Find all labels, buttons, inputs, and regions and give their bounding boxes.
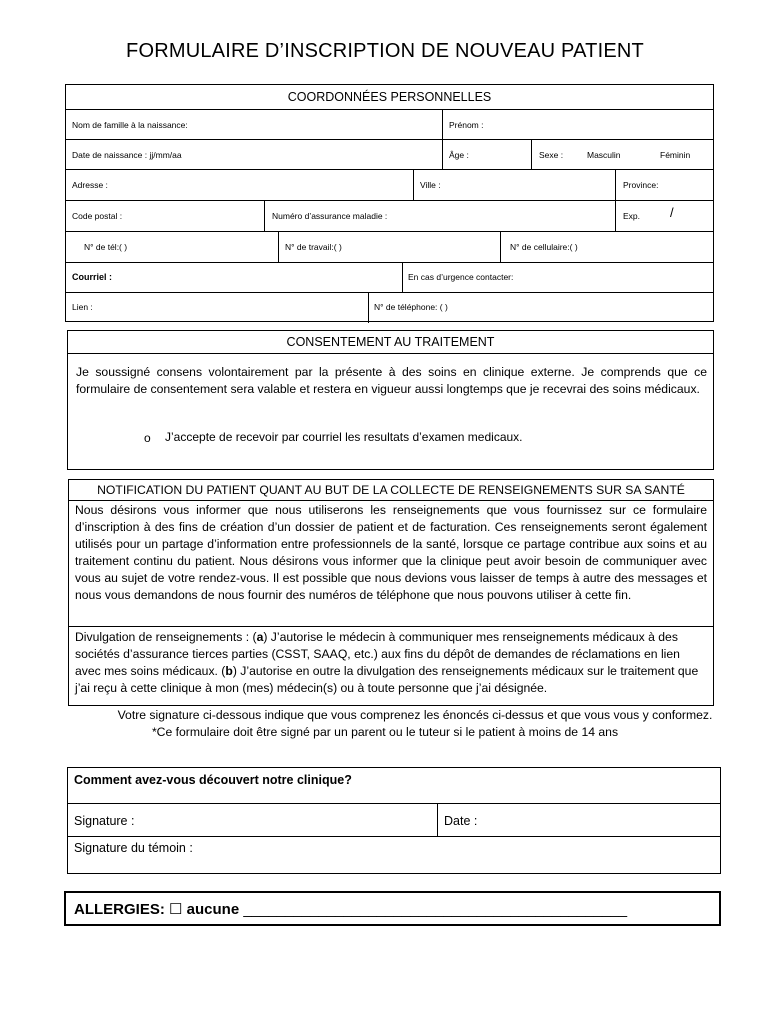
allergies-section [64,891,721,926]
signature-field[interactable]: Signature : [74,814,135,828]
expiry-field[interactable]: Exp. [623,211,641,221]
cell-phone-field[interactable]: N° de cellulaire:( ) [510,242,578,252]
discovery-signature-section [67,767,721,874]
last-name-field[interactable]: Nom de famille à la naissance: [72,120,188,130]
personal-info-header: COORDONNÉES PERSONNELLES [287,90,492,104]
guardian-note: *Ce formulaire doit être signé par un parent ou le tuteur si le patient à moins de 14 ans [151,725,619,739]
province-field[interactable]: Province: [623,180,659,190]
email-field[interactable]: Courriel : [72,272,113,282]
personal-info-section [65,84,714,322]
signature-note: Votre signature ci-dessous indique que vous comprenez les énoncés ci-dessus et que vous vous y conformez. [117,708,713,722]
age-field[interactable]: Âge : [449,150,469,160]
none-label: aucune [186,901,240,918]
address-field[interactable]: Adresse : [72,180,108,190]
sex-female-option[interactable]: Féminin [660,150,691,160]
email-results-consent[interactable]: J’accepte de recevoir par courriel les resultats d’examen medicaux. [165,430,523,444]
none-checkbox[interactable]: ☐ [169,901,183,918]
work-phone-field[interactable]: N° de travail:( ) [285,242,342,252]
relation-field[interactable]: Lien : [72,302,93,312]
consent-text: Je soussigné consens volontairement par la présente à des soins en clinique externe. Je comprends que ce formulaire de consentement sera valable et restera en vigueur aussi longtemps que je recevrai des soins médicaux. [76,365,707,396]
sex-label: Sexe : [539,150,564,160]
consent-section [67,330,714,470]
first-name-field[interactable]: Prénom : [449,120,484,130]
allergies-line[interactable]: ______________________________________________ [243,901,628,918]
allergies-label: ALLERGIES: [74,901,165,918]
disclosure-text: Divulgation de renseignements : (a) J’autorise le médecin à communiquer mes renseignements médicaux à des sociétés d’assurance tierces parties (CSST, SAAQ, etc.) aux fins du dépôt de demandes de réclamations en lien avec mes soins médicaux. (b) J’autorise en outre la divulgation des renseignements médicaux sur le traitement que j’ai reçu à cette clinique à mon (mes) médecin(s) ou à toute personne que j’ai désignée. [75,630,699,695]
postal-code-field[interactable]: Code postal : [72,211,123,221]
discovery-question[interactable]: Comment avez-vous découvert notre clinique? [74,773,352,787]
sex-male-option[interactable]: Masculin [587,150,621,160]
city-field[interactable]: Ville : [420,180,441,190]
home-phone-field[interactable]: N° de tél:( ) [84,242,128,252]
emergency-phone-field[interactable]: N° de téléphone: ( ) [374,302,448,312]
expiry-separator: / [670,205,674,220]
allergies-row [74,900,627,918]
form-title: FORMULAIRE D’INSCRIPTION DE NOUVEAU PATIENT [126,40,644,62]
emergency-contact-field[interactable]: En cas d’urgence contacter: [408,272,514,282]
bullet-icon: o [144,431,151,445]
witness-signature-field[interactable]: Signature du témoin : [74,841,193,855]
notification-section [68,479,714,706]
notification-text: Nous désirons vous informer que nous utiliserons les renseignements que vous fournissez sur ce formulaire d’inscription à des fins de création d’un dossier de patient et de facturation. Ces renseignements seront également utilisés pour un partage d’information entre professionnels de la santé, lorsque ce partage contribue aux soins et au traitement continu du patient. Nous désirons vous informer que la clinique peut avoir besoin de communiquer avec vous au sujet de votre rendez-vous. Il est possible que nous devions vous laisser de temps à autre des messages et nous vous demandons de nous fournir des numéros de téléphone que nous pouvons utiliser à cette fin. [75,503,707,602]
consent-header: CONSENTEMENT AU TRAITEMENT [286,335,495,349]
health-insurance-field[interactable]: Numéro d’assurance maladie : [272,211,388,221]
notification-header: NOTIFICATION DU PATIENT QUANT AU BUT DE LA COLLECTE DE RENSEIGNEMENTS SUR SA SANTÉ [97,483,685,497]
dob-field[interactable]: Date de naissance : jj/mm/aa [72,150,182,160]
date-field[interactable]: Date : [444,814,478,828]
